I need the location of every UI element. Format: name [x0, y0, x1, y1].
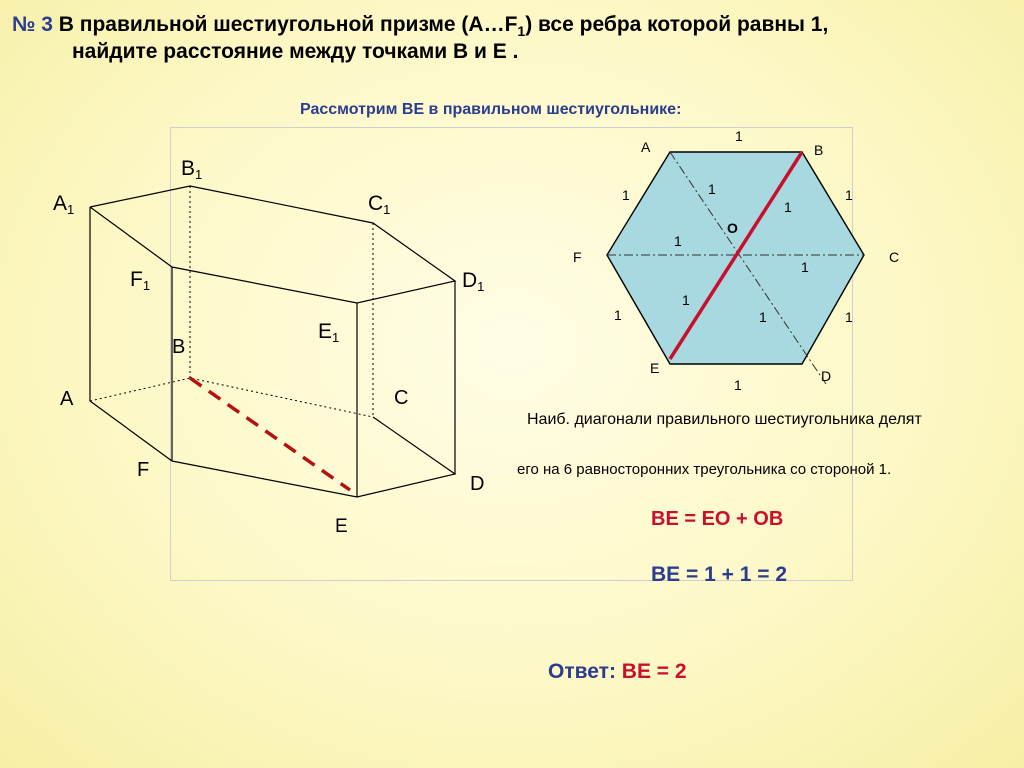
hex-label-e: E	[650, 360, 660, 376]
prism-hidden-edges	[90, 186, 373, 417]
unit-label-bottom: 1	[734, 377, 742, 393]
unit-label-oc: 1	[801, 259, 809, 275]
problem-text-line2: найдите расстояние между точками B и E .	[72, 40, 519, 63]
label-f1: F1	[130, 268, 151, 293]
explanation-line2: его на 6 равносторонних треугольника со стороной 1.	[517, 461, 892, 478]
equation-sum: BE = EO + OB	[651, 508, 784, 530]
unit-label-lower-right: 1	[845, 309, 853, 325]
unit-label-upper-right: 1	[845, 187, 853, 203]
problem-number: № 3	[12, 13, 53, 36]
label-b1: B1	[181, 157, 203, 182]
hexagon-subtitle: Рассмотрим BE в правильном шестиугольнике:	[300, 101, 682, 118]
problem-text-line1-b: ) все ребра которой равны 1,	[525, 13, 829, 36]
hex-label-d: D	[821, 368, 832, 384]
unit-label-fo: 1	[674, 233, 682, 249]
hex-label-o: O	[727, 220, 738, 236]
explanation-line1: Наиб. диагонали правильного шестиугольника делят	[527, 411, 922, 428]
problem-text-sub: 1	[517, 23, 526, 40]
hex-label-a: A	[641, 139, 651, 155]
prism-bottom-visible	[90, 401, 455, 497]
label-c: C	[394, 387, 409, 409]
label-c1: C1	[368, 192, 391, 217]
prism-bottom-hidden	[90, 378, 373, 417]
hex-label-b: B	[814, 142, 824, 158]
hex-label-f: F	[573, 249, 582, 265]
problem-text-line1-a: В правильной шестиугольной призме (A…F	[58, 13, 518, 36]
hex-label-c: C	[889, 249, 900, 265]
unit-label-eo: 1	[682, 292, 690, 308]
unit-label-top: 1	[735, 128, 743, 144]
unit-label-ob: 1	[784, 199, 792, 215]
label-d: D	[470, 473, 485, 495]
unit-label-upper-left: 1	[622, 187, 630, 203]
label-e1: E1	[318, 320, 340, 345]
label-f: F	[137, 459, 150, 481]
unit-label-ao: 1	[708, 181, 716, 197]
unit-label-od: 1	[759, 309, 767, 325]
prism-edges	[90, 186, 455, 497]
unit-label-lower-left: 1	[614, 307, 622, 323]
answer-label: Ответ:	[548, 660, 616, 683]
label-d1: D1	[462, 269, 485, 294]
equation-result: BE = 1 + 1 = 2	[651, 563, 788, 586]
answer	[548, 660, 687, 684]
label-e: E	[335, 516, 348, 537]
prism-be-segment	[190, 378, 350, 490]
label-a1: A1	[53, 192, 75, 217]
answer-value: BE = 2	[621, 660, 687, 683]
label-b: B	[172, 336, 186, 358]
label-a: A	[60, 388, 74, 410]
